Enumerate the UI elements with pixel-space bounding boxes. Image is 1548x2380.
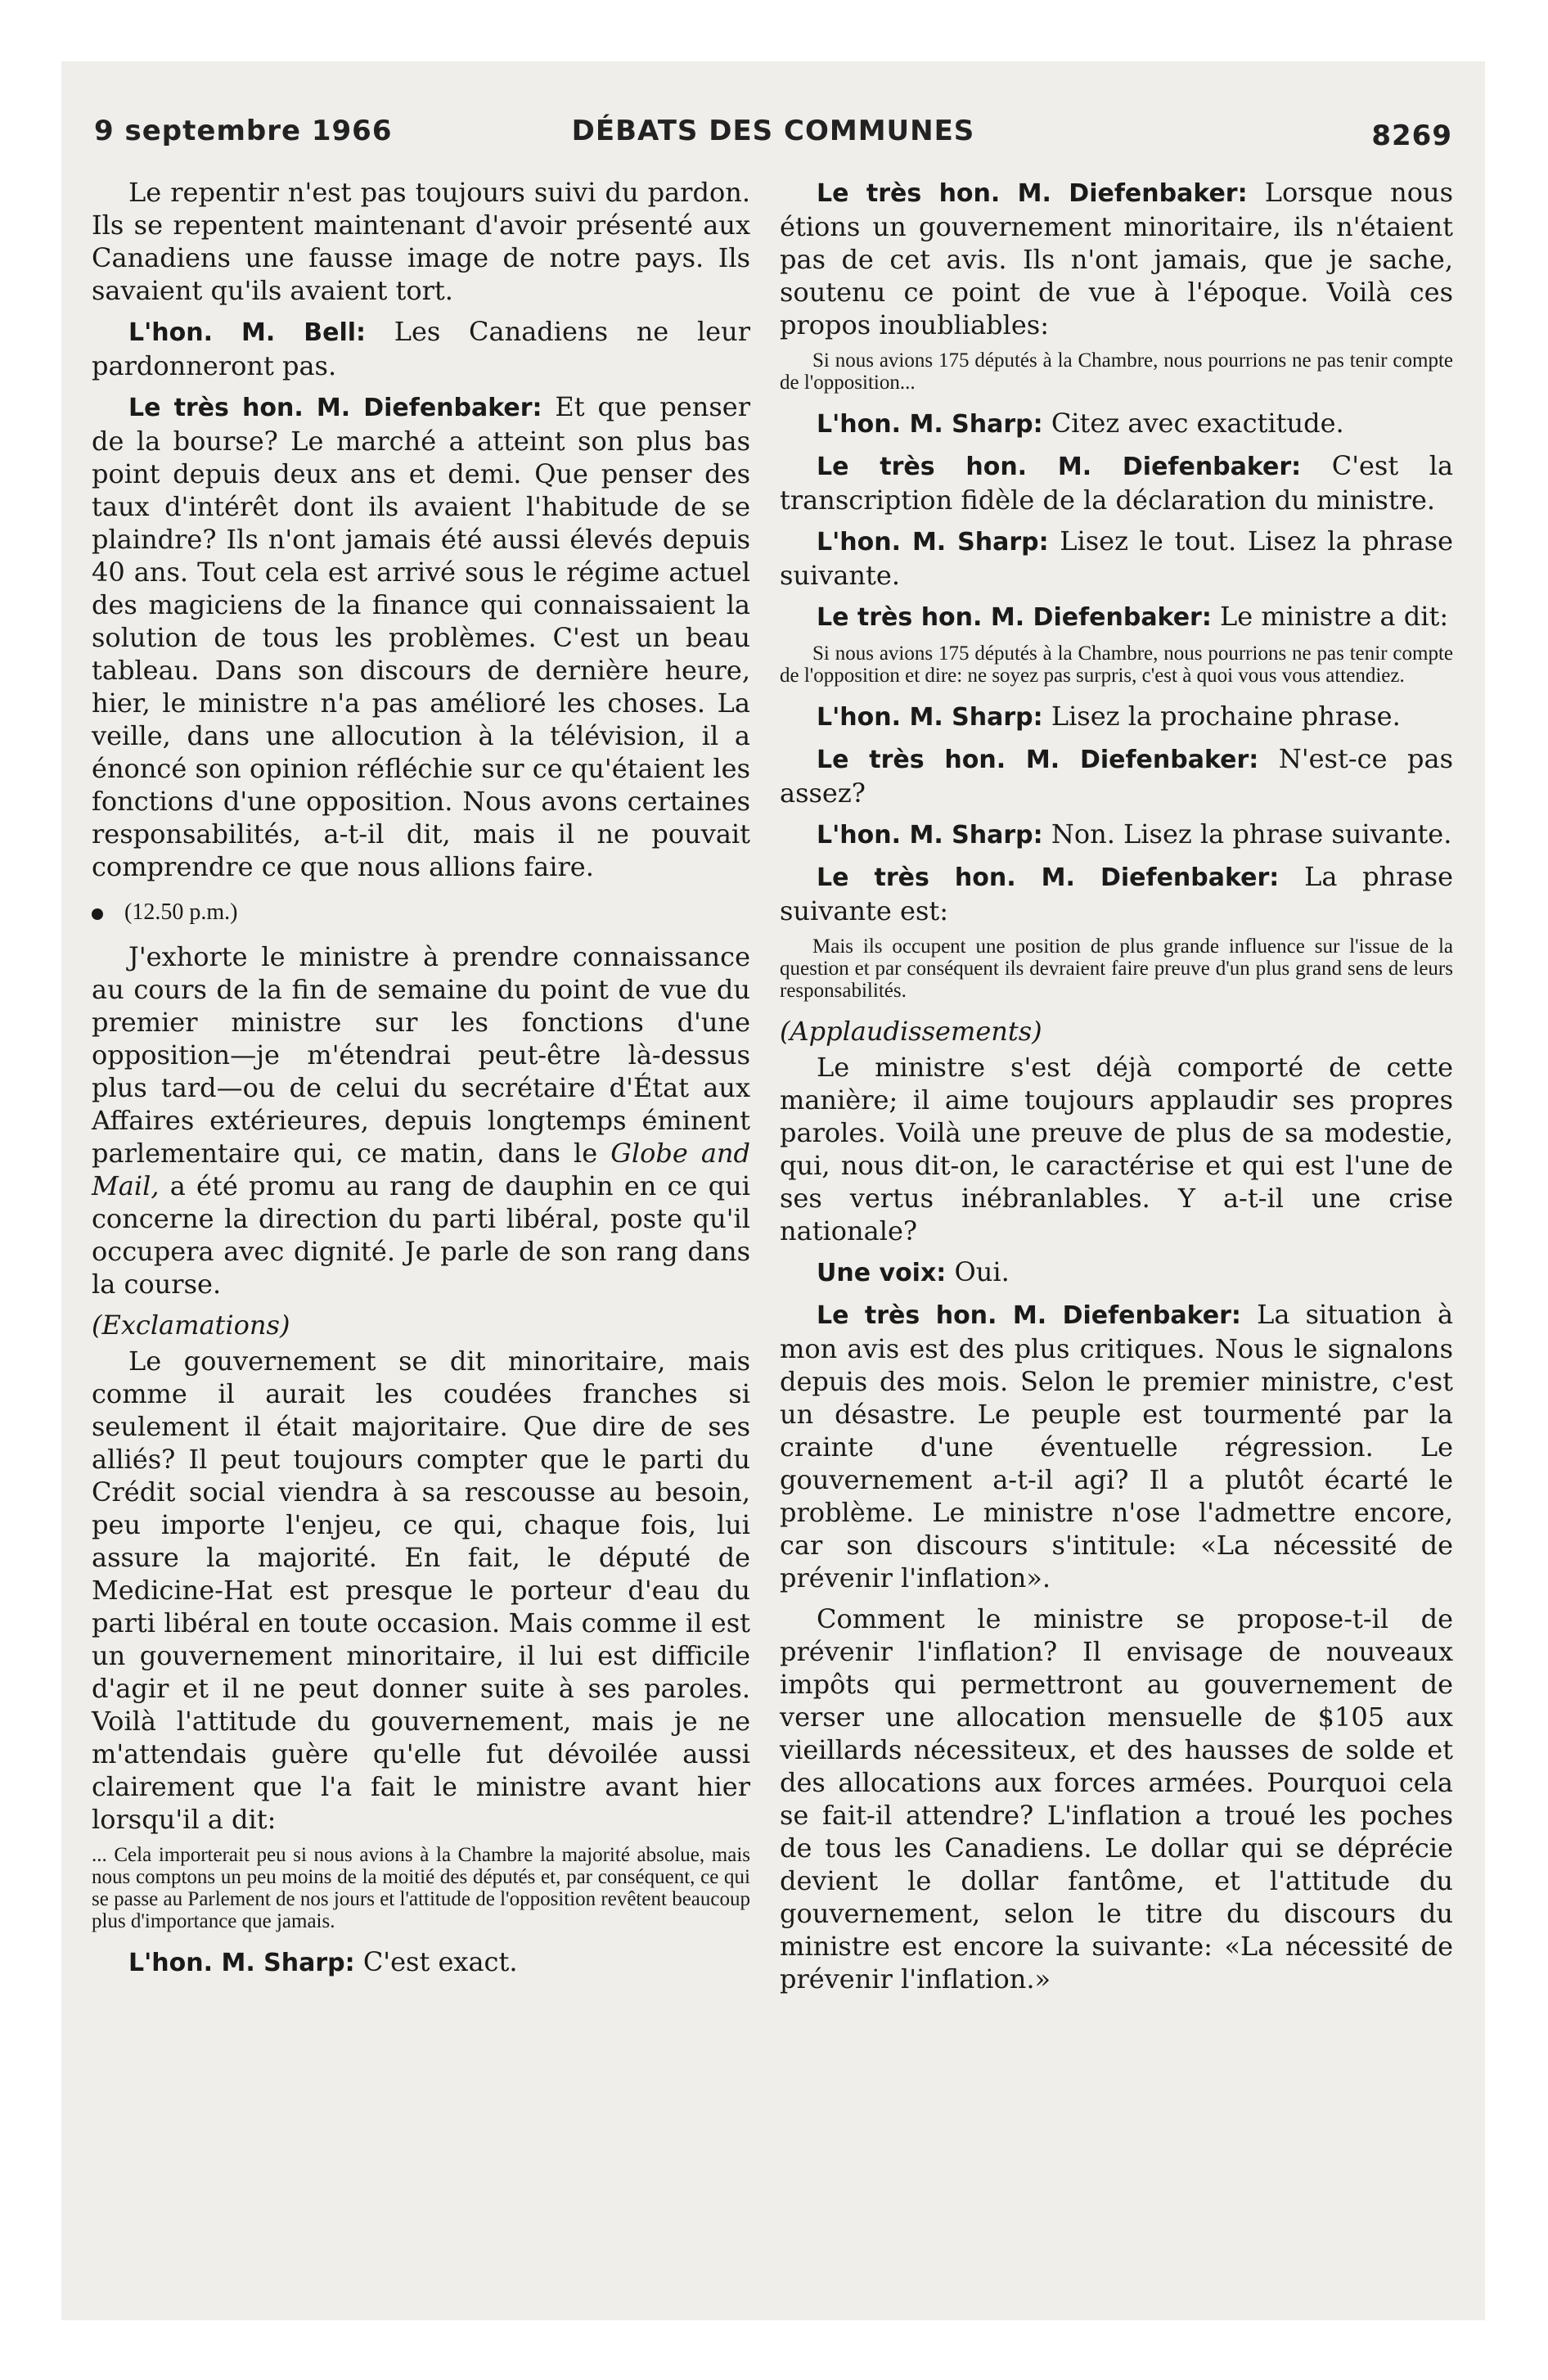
time-marker xyxy=(92,896,750,929)
quotation: Si nous avions 175 députés à la Chambre, nous pourrions ne pas tenir compte de l'opposition... xyxy=(780,349,1453,394)
time-text: (12.50 p.m.) xyxy=(124,899,238,925)
speaker-name: Le très hon. M. Diefenbaker: xyxy=(817,1301,1241,1330)
right-column xyxy=(780,176,1453,2004)
speaker-name: Le très hon. M. Diefenbaker: xyxy=(817,453,1302,481)
speech-text: C'est la transcription fidèle de la déclaration du ministre. xyxy=(780,450,1454,516)
paragraph xyxy=(780,1298,1453,1594)
paragraph xyxy=(780,525,1453,592)
paragraph xyxy=(92,1945,750,1980)
speech-text: Lisez la prochaine phrase. xyxy=(1051,701,1401,732)
bullet-icon xyxy=(92,908,103,920)
paragraph: Le ministre s'est déjà comporté de cette manière; il aime toujours applaudir ses propres paroles. Voilà une preuve de plus de sa modestie, qui, nous dit-on, le caractérise et qui est l'une de ses vertus inébranlables. Y a-t-il une crise nationale? xyxy=(780,1052,1453,1246)
speech-text: J'exhorte le ministre à prendre connaissance au cours de la fin de semaine du point de vue du premier ministre sur les fonctions d'une opposition—je m'étendrai peut-être là-dessus plus tard—ou de celui du secrétaire d'État aux Affaires extérieures, depuis longtemps éminent parlementaire qui, ce matin, dans le xyxy=(92,941,750,1169)
exclamations-note: (Exclamations) xyxy=(92,1309,290,1341)
speaker-name: L'hon. M. Bell: xyxy=(128,318,367,347)
speech-text: Et que penser de la bourse? Le marché a atteint son plus bas point depuis deux ans et demi. Que penser des taux d'intérêt dont ils avaient l'habitude de se plaindre? Ils n'ont jamais été aussi élevés depuis 40 ans. Tout cela est arrivé sous le régime actuel des magiciens de la finance qui connaissaient la solution de tous les problèmes. C'est un beau tableau. Dans son discours de dernière heure, hier, le ministre n'a pas amélioré les choses. La veille, dans une allocution à la télévision, il a énoncé son opinion réfléchie sur ce qu'étaient les fonctions d'une opposition. Nous avons certaines responsabilités, a-t-il dit, mais il ne pouvait comprendre ce que nous allions faire. xyxy=(92,391,750,882)
speech-text: a été promu au rang de dauphin en ce qui concerne la direction du parti libéral, poste qu'il occupera avec dignité. Je parle de son rang dans la course. xyxy=(92,1170,751,1300)
quotation: Mais ils occupent une position de plus grande influence sur l'issue de la question et par conséquent ils devraient faire preuve d'un plus grand sens de leurs responsabilités. xyxy=(780,935,1453,1002)
speaker-name: Le très hon. M. Diefenbaker: xyxy=(128,394,542,422)
paragraph: Le repentir n'est pas toujours suivi du pardon. Ils se repentent maintenant d'avoir présenté aux Canadiens une fausse image de notre pays. Ils savaient qu'ils avaient tort. xyxy=(92,177,750,306)
paragraph xyxy=(780,600,1453,634)
speech-text: Lisez le tout. Lisez la phrase suivante. xyxy=(780,525,1454,591)
speaker-name: Le très hon. M. Diefenbaker: xyxy=(817,179,1248,208)
speech-text: Oui. xyxy=(954,1256,1010,1287)
speaker-name: L'hon. M. Sharp: xyxy=(817,821,1043,850)
speaker-name: Le très hon. M. Diefenbaker: xyxy=(817,863,1280,892)
header-title: DÉBATS DES COMMUNES xyxy=(571,115,975,147)
quotation: Si nous avions 175 députés à la Chambre, nous pourrions ne pas tenir compte de l'opposition et dire: ne soyez pas surpris, c'est à quoi vous vous attendiez. xyxy=(780,642,1453,687)
newspaper-title: Globe and Mail, xyxy=(92,1138,751,1201)
paragraph xyxy=(780,700,1453,734)
quotation: ... Cela importerait peu si nous avions à la Chambre la majorité absolue, mais nous comptons un peu moins de la moitié des députés et, par conséquent, ce qui se passe au Parlement de nos jours et l'attitude de l'opposition revêtent beaucoup plus d'importance que jamais. xyxy=(92,1844,750,1932)
speaker-name: L'hon. M. Sharp: xyxy=(817,528,1049,557)
paragraph xyxy=(780,1255,1453,1290)
paragraph xyxy=(780,176,1453,341)
speech-text: Non. Lisez la phrase suivante. xyxy=(1051,818,1452,850)
speaker-name: Le très hon. M. Diefenbaker: xyxy=(817,603,1212,632)
paragraph xyxy=(780,449,1453,516)
paragraph xyxy=(780,742,1453,809)
speech-text: N'est-ce pas assez? xyxy=(780,743,1454,809)
paragraph xyxy=(92,315,750,382)
speaker-name: Une voix: xyxy=(817,1259,947,1287)
page-header xyxy=(94,115,1452,164)
speech-text: La phrase suivante est: xyxy=(780,861,1453,926)
paragraph xyxy=(92,390,750,883)
speech-text: C'est exact. xyxy=(362,1946,518,1977)
speaker-name: Le très hon. M. Diefenbaker: xyxy=(817,746,1259,774)
speech-text: Citez avec exactitude. xyxy=(1051,408,1344,439)
speaker-name: L'hon. M. Sharp: xyxy=(128,1949,355,1977)
speech-text: Le ministre a dit: xyxy=(1220,601,1449,632)
paragraph xyxy=(92,940,750,1300)
paragraph: Comment le ministre se propose-t-il de prévenir l'inflation? Il envisage de nouveaux impôts qui permettront au gouvernement de verser une allocation mensuelle de $105 aux vieillards nécessiteux, et des hausses de solde et des allocations aux forces armées. Pourquoi cela se fait-il attendre? L'inflation a troué les poches de tous les Canadiens. Le dollar qui se déprécie devient le dollar fantôme, et l'attitude du gouvernement, selon le titre du discours du ministre est encore la suivante: «La nécessité de prévenir l'inflation.» xyxy=(780,1603,1453,1995)
paragraph: Le gouvernement se dit minoritaire, mais comme il aurait les coudées franches si seulement il était majoritaire. Que dire de ses alliés? Il peut toujours compter que le parti du Crédit social viendra à sa rescousse au besoin, peu importe l'enjeu, ce qui, chaque fois, lui assure la majorité. En fait, le député de Medicine-Hat est presque le porteur d'eau du parti libéral en toute occasion. Mais comme il est un gouvernement minoritaire, il lui est difficile d'agir et il ne peut donner suite à ses paroles. Voilà l'attitude du gouvernement, mais je ne m'attendais guère qu'elle fut dévoilée aussi clairement que l'a fait le ministre avant hier lorsqu'il a dit: xyxy=(92,1346,750,1835)
left-column xyxy=(92,176,750,1988)
speech-text: La situation à mon avis est des plus critiques. Nous le signalons depuis des mois. Selon le premier ministre, c'est un désastre. Le peuple est tourmenté par la crainte d'une éventuelle régression. Le gouvernement a-t-il agi? Il a plutôt écarté le problème. Le ministre n'ose l'admettre encore, car son discours s'intitule: «La nécessité de prévenir l'inflation». xyxy=(780,1299,1454,1593)
paragraph xyxy=(780,407,1453,441)
speaker-name: L'hon. M. Sharp: xyxy=(817,703,1043,732)
speech-text: Lorsque nous étions un gouvernement minoritaire, ils n'étaient pas de cet avis. Ils n'ont jamais, que je sache, soutenu ce point de vue à l'époque. Voilà ces propos inoubliables: xyxy=(780,177,1454,340)
speech-text: Les Canadiens ne leur pardonneront pas. xyxy=(92,316,751,381)
paragraph xyxy=(780,860,1453,927)
speaker-name: L'hon. M. Sharp: xyxy=(817,410,1043,439)
paragraph xyxy=(780,818,1453,852)
page-number: 8269 xyxy=(1371,119,1452,152)
applause-note: (Applaudissements) xyxy=(780,1016,1042,1047)
page xyxy=(61,61,1485,2320)
header-date: 9 septembre 1966 xyxy=(94,115,393,147)
